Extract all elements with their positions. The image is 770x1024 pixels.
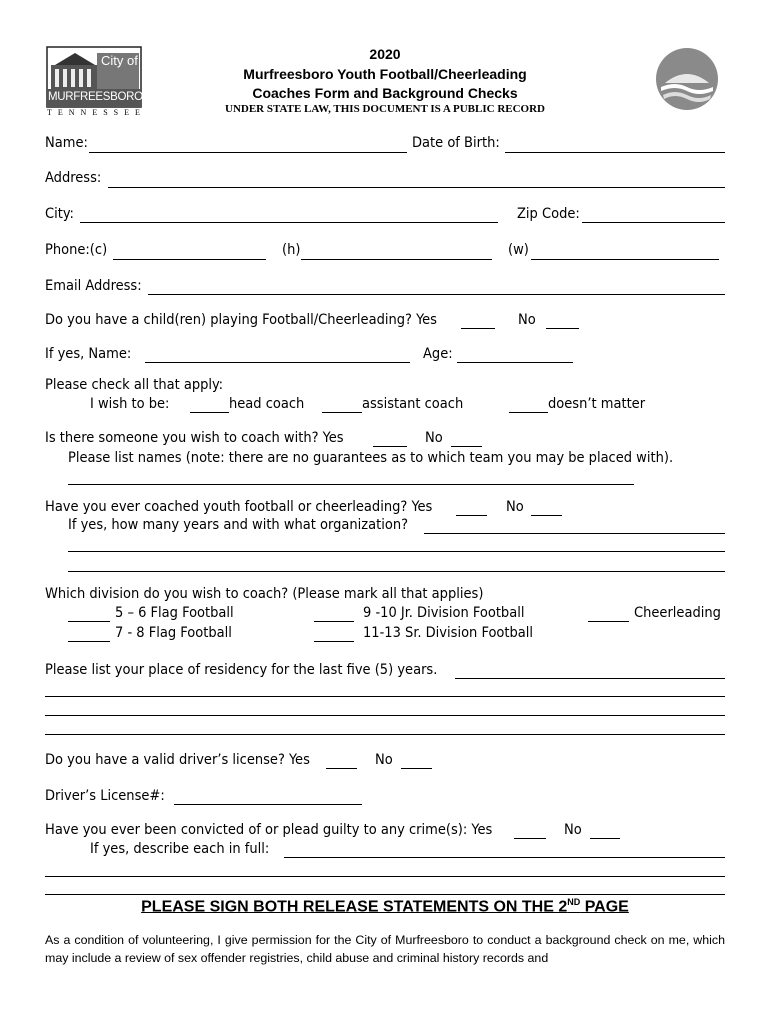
license-number-field[interactable] xyxy=(174,804,362,805)
email-field[interactable] xyxy=(148,294,725,295)
phone-work-field[interactable] xyxy=(531,259,719,260)
assistant-coach-label: assistant coach xyxy=(362,396,464,412)
license-no-blank[interactable] xyxy=(401,768,432,769)
div-11-13-blank[interactable] xyxy=(314,641,354,642)
residency-field-1[interactable] xyxy=(455,678,725,679)
phone-home-field[interactable] xyxy=(301,259,492,260)
residency-field-3[interactable] xyxy=(45,715,725,716)
crime-yes-blank[interactable] xyxy=(514,838,546,839)
years-org-field-1[interactable] xyxy=(424,533,725,534)
logo-murfreesboro: MURFREESBORO xyxy=(48,91,143,103)
zip-label: Zip Code: xyxy=(517,206,580,222)
dob-field[interactable] xyxy=(505,152,725,153)
residency-field-2[interactable] xyxy=(45,696,725,697)
crime-no-label: No xyxy=(564,822,582,838)
release-heading xyxy=(0,897,770,916)
crime-describe-field-3[interactable] xyxy=(45,894,725,895)
zip-field[interactable] xyxy=(582,222,725,223)
child-age-field[interactable] xyxy=(457,362,573,363)
email-label: Email Address: xyxy=(45,278,142,294)
license-question: Do you have a valid driver’s license? Yes xyxy=(45,752,310,768)
crime-describe-field-2[interactable] xyxy=(45,876,725,877)
license-number-label: Driver’s License#: xyxy=(45,788,165,804)
city-label: City: xyxy=(45,206,74,222)
cheerleading-blank[interactable] xyxy=(588,621,629,622)
doesnt-matter-blank[interactable] xyxy=(509,412,548,413)
child-name-label: If yes, Name: xyxy=(45,346,132,362)
child-age-label: Age: xyxy=(423,346,453,362)
release-heading-sup: ND xyxy=(567,897,581,907)
form-year: 2020 xyxy=(369,46,401,62)
div-5-6-label: 5 – 6 Flag Football xyxy=(115,605,234,621)
coach-with-question: Is there someone you wish to coach with? Yes xyxy=(45,430,344,446)
public-record-notice: UNDER STATE LAW, THIS DOCUMENT IS A PUBLIC RECORD xyxy=(225,103,545,115)
license-no-label: No xyxy=(375,752,393,768)
child-no-label: No xyxy=(518,312,536,328)
head-coach-blank[interactable] xyxy=(190,412,229,413)
child-question: Do you have a child(ren) playing Football/Cheerleading? Yes xyxy=(45,312,437,328)
coached-no-blank[interactable] xyxy=(531,515,562,516)
div-7-8-label: 7 - 8 Flag Football xyxy=(115,625,232,641)
div-9-10-label: 9 -10 Jr. Division Football xyxy=(363,605,525,621)
crime-no-blank[interactable] xyxy=(590,838,620,839)
form-title-line1: Murfreesboro Youth Football/Cheerleading xyxy=(243,66,527,82)
years-org-label: If yes, how many years and with what organization? xyxy=(68,517,409,533)
name-label: Name: xyxy=(45,135,88,151)
phone-home-label: (h) xyxy=(282,242,301,258)
phone-cell-field[interactable] xyxy=(113,259,266,260)
logo-tennessee: TENNESSEE xyxy=(47,108,146,117)
division-question: Which division do you wish to coach? (Please mark all that applies) xyxy=(45,586,484,602)
wish-to-be-label: I wish to be: xyxy=(90,396,170,412)
years-org-field-3[interactable] xyxy=(68,571,725,572)
child-name-field[interactable] xyxy=(145,362,410,363)
doesnt-matter-label: doesn’t matter xyxy=(548,396,646,412)
child-yes-blank[interactable] xyxy=(461,328,495,329)
crime-describe-label: If yes, describe each in full: xyxy=(90,841,270,857)
head-coach-label: head coach xyxy=(229,396,305,412)
cheerleading-label: Cheerleading xyxy=(634,605,721,621)
address-label: Address: xyxy=(45,170,102,186)
form-title-line2: Coaches Form and Background Checks xyxy=(252,85,518,101)
phone-cell-label: Phone:(c) xyxy=(45,242,108,258)
child-no-blank[interactable] xyxy=(546,328,579,329)
div-11-13-label: 11-13 Sr. Division Football xyxy=(363,625,534,641)
crime-describe-field-1[interactable] xyxy=(284,857,725,858)
check-apply-label: Please check all that apply: xyxy=(45,377,224,393)
coached-no-label: No xyxy=(506,499,524,515)
dob-label: Date of Birth: xyxy=(412,135,500,151)
residency-field-4[interactable] xyxy=(45,734,725,735)
release-paragraph: As a condition of volunteering, I give permission for the City of Murfreesboro to conduct a background check on me, which may include a review of sex offender registries, child abuse and criminal history records and xyxy=(45,933,725,965)
city-field[interactable] xyxy=(80,222,498,223)
address-field[interactable] xyxy=(108,187,725,188)
coach-with-no-label: No xyxy=(425,430,443,446)
logo-city-of: City of xyxy=(101,53,138,68)
residency-label: Please list your place of residency for the last five (5) years. xyxy=(45,662,438,678)
phone-work-label: (w) xyxy=(508,242,529,258)
coached-yes-blank[interactable] xyxy=(456,515,487,516)
coached-question: Have you ever coached youth football or cheerleading? Yes xyxy=(45,499,433,515)
release-heading-end: PAGE xyxy=(580,898,629,916)
coach-with-yes-blank[interactable] xyxy=(373,446,407,447)
years-org-field-2[interactable] xyxy=(68,551,725,552)
release-heading-text: PLEASE SIGN BOTH RELEASE STATEMENTS ON THE 2 xyxy=(141,898,568,916)
list-names-label: Please list names (note: there are no guarantees as to which team you may be placed with). xyxy=(68,450,674,466)
div-7-8-blank[interactable] xyxy=(68,641,110,642)
coach-with-names-field[interactable] xyxy=(68,484,634,485)
coach-with-no-blank[interactable] xyxy=(451,446,482,447)
crime-question: Have you ever been convicted of or plead guilty to any crime(s): Yes xyxy=(45,822,493,838)
name-field[interactable] xyxy=(89,152,407,153)
license-yes-blank[interactable] xyxy=(326,768,357,769)
div-5-6-blank[interactable] xyxy=(68,621,110,622)
assistant-coach-blank[interactable] xyxy=(322,412,362,413)
div-9-10-blank[interactable] xyxy=(314,621,354,622)
